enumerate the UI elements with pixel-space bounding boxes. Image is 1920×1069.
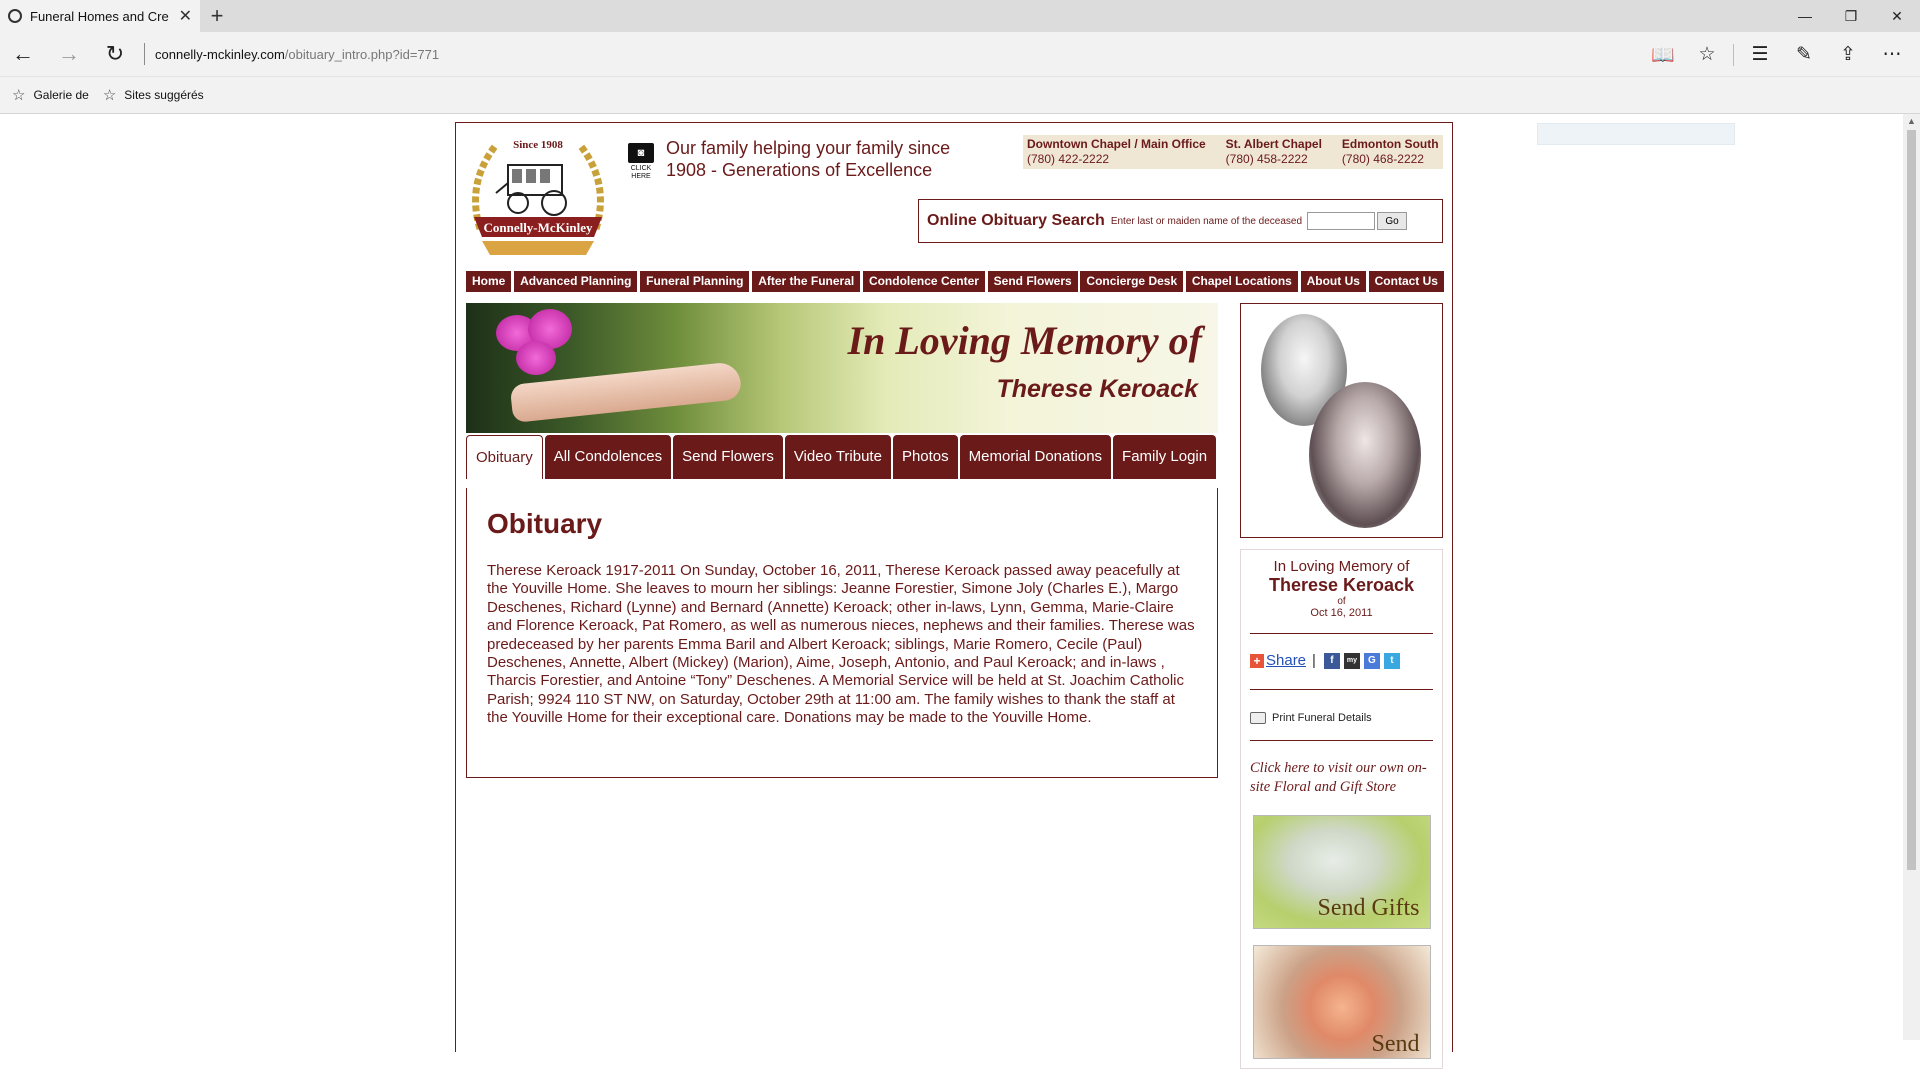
chapel-name: Edmonton South <box>1341 137 1439 151</box>
click-here-button[interactable] <box>626 143 656 181</box>
tab-video-tribute[interactable]: Video Tribute <box>785 435 891 479</box>
floral-store-link[interactable]: Click here to visit our own on-site Floral and Gift Store <box>1250 760 1427 795</box>
share-page-icon[interactable]: ⇪ <box>1840 44 1856 65</box>
divider <box>1250 689 1433 690</box>
google-icon[interactable]: G <box>1364 653 1380 669</box>
site-favicon-icon <box>8 9 22 23</box>
url-domain: connelly-mckinley.com <box>155 46 285 62</box>
banner-flower-image <box>516 341 556 375</box>
menu-item-home[interactable]: Home <box>466 271 511 292</box>
favorite-label: Sites suggérés <box>124 88 204 102</box>
site-container <box>455 122 1453 1057</box>
share-row <box>1241 652 1442 669</box>
back-arrow-icon[interactable]: ← <box>12 41 34 66</box>
favorite-item[interactable] <box>103 86 204 104</box>
toolbar-separator <box>1733 44 1734 66</box>
obituary-search-input[interactable] <box>1307 212 1375 230</box>
obituary-search-hint: Enter last or maiden name of the deceased <box>1110 215 1303 227</box>
deceased-photo <box>1240 303 1443 538</box>
send-gifts-label: Send Gifts <box>1317 895 1420 921</box>
new-tab-button[interactable]: + <box>210 3 224 28</box>
menu-item-contact-us[interactable]: Contact Us <box>1369 271 1444 292</box>
favorites-bar <box>0 77 1920 114</box>
favorite-label: Galerie de <box>33 88 89 102</box>
divider <box>1250 740 1433 741</box>
window-close-icon[interactable]: ✕ <box>1891 7 1903 24</box>
obituary-text: Therese Keroack 1917-2011 On Sunday, October 16, 2011, Therese Keroack passed away peacefully at the Youville Home. She leaves to mourn her siblings: Jeanne Forestier, Simone Joly (Charles E.), Margo Deschenes, Richard (Lynne) and Bernard (Annette) Keroack; other in-laws, Lynn, Gemma, Marie-Claire and Florence Keroack, Pat Romero, as well as numerous nieces, nephews and their families. Therese was predeceased by her parents Emma Baril and Albert Keroack; siblings, Marie Romero, Cecile (Paul) Deschenes, Annette, Albert (Mickey) (Marion), Aime, Joseph, Antonio, and Paul Keroack; and in-laws , Tharcis Forestier, and Antoine “Tony” Deschenes. A Memorial Service will be held at St. Joachim Catholic Parish; 9924 110 ST NW, on Saturday, October 29th at 11:00 am. The family wishes to thank the staff at the Youville Home for their exceptional care. Donations may be made to the Youville Home. <box>487 562 1195 727</box>
chapel-phone: (780) 422-2222 <box>1027 152 1110 166</box>
obituary-search <box>918 199 1443 243</box>
main-menu <box>466 271 1444 292</box>
memorial-banner <box>466 303 1218 433</box>
tab-obituary[interactable]: Obituary <box>466 435 543 479</box>
tab-title: Funeral Homes and Cre <box>30 8 169 24</box>
forward-arrow-icon[interactable]: → <box>58 41 80 66</box>
tab-all-condolences[interactable]: All Condolences <box>545 435 671 479</box>
print-label: Print Funeral Details <box>1272 712 1372 724</box>
menu-item-send-flowers[interactable]: Send Flowers <box>988 271 1078 292</box>
death-date: Oct 16, 2011 <box>1310 607 1373 619</box>
favorite-item[interactable] <box>12 86 89 104</box>
menu-item-concierge-desk[interactable]: Concierge Desk <box>1080 271 1183 292</box>
page-viewport <box>0 114 1920 1057</box>
close-tab-icon[interactable]: ✕ <box>178 8 192 25</box>
site-tagline: Our family helping your family since 1908 - Generations of Excellence <box>666 138 951 180</box>
addthis-plus-icon[interactable]: + <box>1250 654 1264 668</box>
url-path: /obituary_intro.php?id=771 <box>284 46 440 62</box>
restore-icon[interactable]: ❐ <box>1844 7 1858 24</box>
send-flowers-label: Send <box>1371 1031 1420 1057</box>
banner-title: In Loving Memory of <box>847 318 1202 363</box>
tab-memorial-donations[interactable]: Memorial Donations <box>960 435 1111 479</box>
page-scrollbar[interactable] <box>1903 114 1920 1040</box>
click-here-label: CLICK HERE <box>630 165 652 180</box>
web-note-icon[interactable]: ✎ <box>1796 44 1812 65</box>
chapel-downtown[interactable] <box>1027 137 1206 167</box>
funeral-home-logo[interactable] <box>466 133 610 260</box>
chapel-name: St. Albert Chapel <box>1225 137 1322 151</box>
tab-family-login[interactable]: Family Login <box>1113 435 1216 479</box>
browser-toolbar-right <box>1641 32 1914 77</box>
address-bar[interactable] <box>155 47 439 62</box>
share-separator: | <box>1312 652 1316 669</box>
reading-view-icon[interactable]: 📖 <box>1651 44 1675 66</box>
chapel-st-albert[interactable] <box>1226 137 1322 167</box>
window-controls <box>1782 0 1920 32</box>
obituary-heading: Obituary <box>487 508 603 539</box>
hub-icon[interactable]: ☰ <box>1751 44 1769 65</box>
menu-item-advanced-planning[interactable]: Advanced Planning <box>514 271 637 292</box>
browser-titlebar <box>0 0 1920 32</box>
browser-tab[interactable] <box>0 0 200 32</box>
obituary-search-go-button[interactable]: Go <box>1377 212 1407 230</box>
memory-panel <box>1240 549 1443 1069</box>
chapel-contacts <box>1023 135 1443 169</box>
obituary-panel <box>466 488 1218 778</box>
printer-icon <box>1250 712 1266 724</box>
chapel-phone: (780) 468-2222 <box>1341 152 1424 166</box>
banner-name: Therese Keroack <box>996 375 1198 403</box>
more-options-icon[interactable]: ⋯ <box>1882 44 1902 65</box>
print-funeral-details[interactable] <box>1241 712 1442 724</box>
myspace-icon[interactable]: my <box>1344 653 1360 669</box>
menu-item-about-us[interactable]: About Us <box>1301 271 1366 292</box>
tab-send-flowers[interactable]: Send Flowers <box>673 435 783 479</box>
chapel-edmonton-south[interactable] <box>1342 137 1439 167</box>
send-flowers-banner[interactable] <box>1253 945 1431 1059</box>
obituary-search-title: Online Obituary Search <box>927 212 1105 229</box>
facebook-icon[interactable]: f <box>1324 653 1340 669</box>
obituary-tabs <box>466 435 1218 479</box>
tab-photos[interactable]: Photos <box>893 435 958 479</box>
scrollbar-thumb[interactable] <box>1907 130 1916 870</box>
address-separator <box>144 43 145 65</box>
favorite-star-icon: ☆ <box>102 87 117 104</box>
minimize-icon[interactable]: — <box>1798 8 1812 24</box>
memory-line: In Loving Memory of <box>1273 558 1410 575</box>
send-gifts-banner[interactable] <box>1253 815 1431 929</box>
camera-icon: ◙ <box>628 143 654 163</box>
menu-item-funeral-planning[interactable]: Funeral Planning <box>640 271 749 292</box>
menu-item-chapel-locations[interactable]: Chapel Locations <box>1186 271 1298 292</box>
faded-popup-bar <box>1537 123 1735 145</box>
scroll-up-icon[interactable]: ▲ <box>1907 116 1916 126</box>
divider <box>1250 633 1433 634</box>
refresh-icon[interactable]: ↻ <box>105 41 125 66</box>
memory-of: of <box>1337 596 1346 607</box>
share-link[interactable]: Share <box>1266 652 1307 669</box>
twitter-icon[interactable]: t <box>1384 653 1400 669</box>
deceased-name: Therese Keroack <box>1268 575 1415 595</box>
svg-text:Since 1908: Since 1908 <box>513 139 563 151</box>
chapel-phone: (780) 458-2222 <box>1225 152 1308 166</box>
menu-item-after-the-funeral[interactable]: After the Funeral <box>752 271 860 292</box>
favorite-star-icon[interactable]: ☆ <box>1698 44 1716 65</box>
browser-navbar <box>0 32 1920 77</box>
favorite-star-icon: ☆ <box>12 87 26 104</box>
chapel-name: Downtown Chapel / Main Office <box>1027 137 1206 151</box>
portrait-elder <box>1309 382 1421 528</box>
logo-name-text: Connelly-McKinley <box>483 220 593 235</box>
menu-item-condolence-center[interactable]: Condolence Center <box>863 271 985 292</box>
